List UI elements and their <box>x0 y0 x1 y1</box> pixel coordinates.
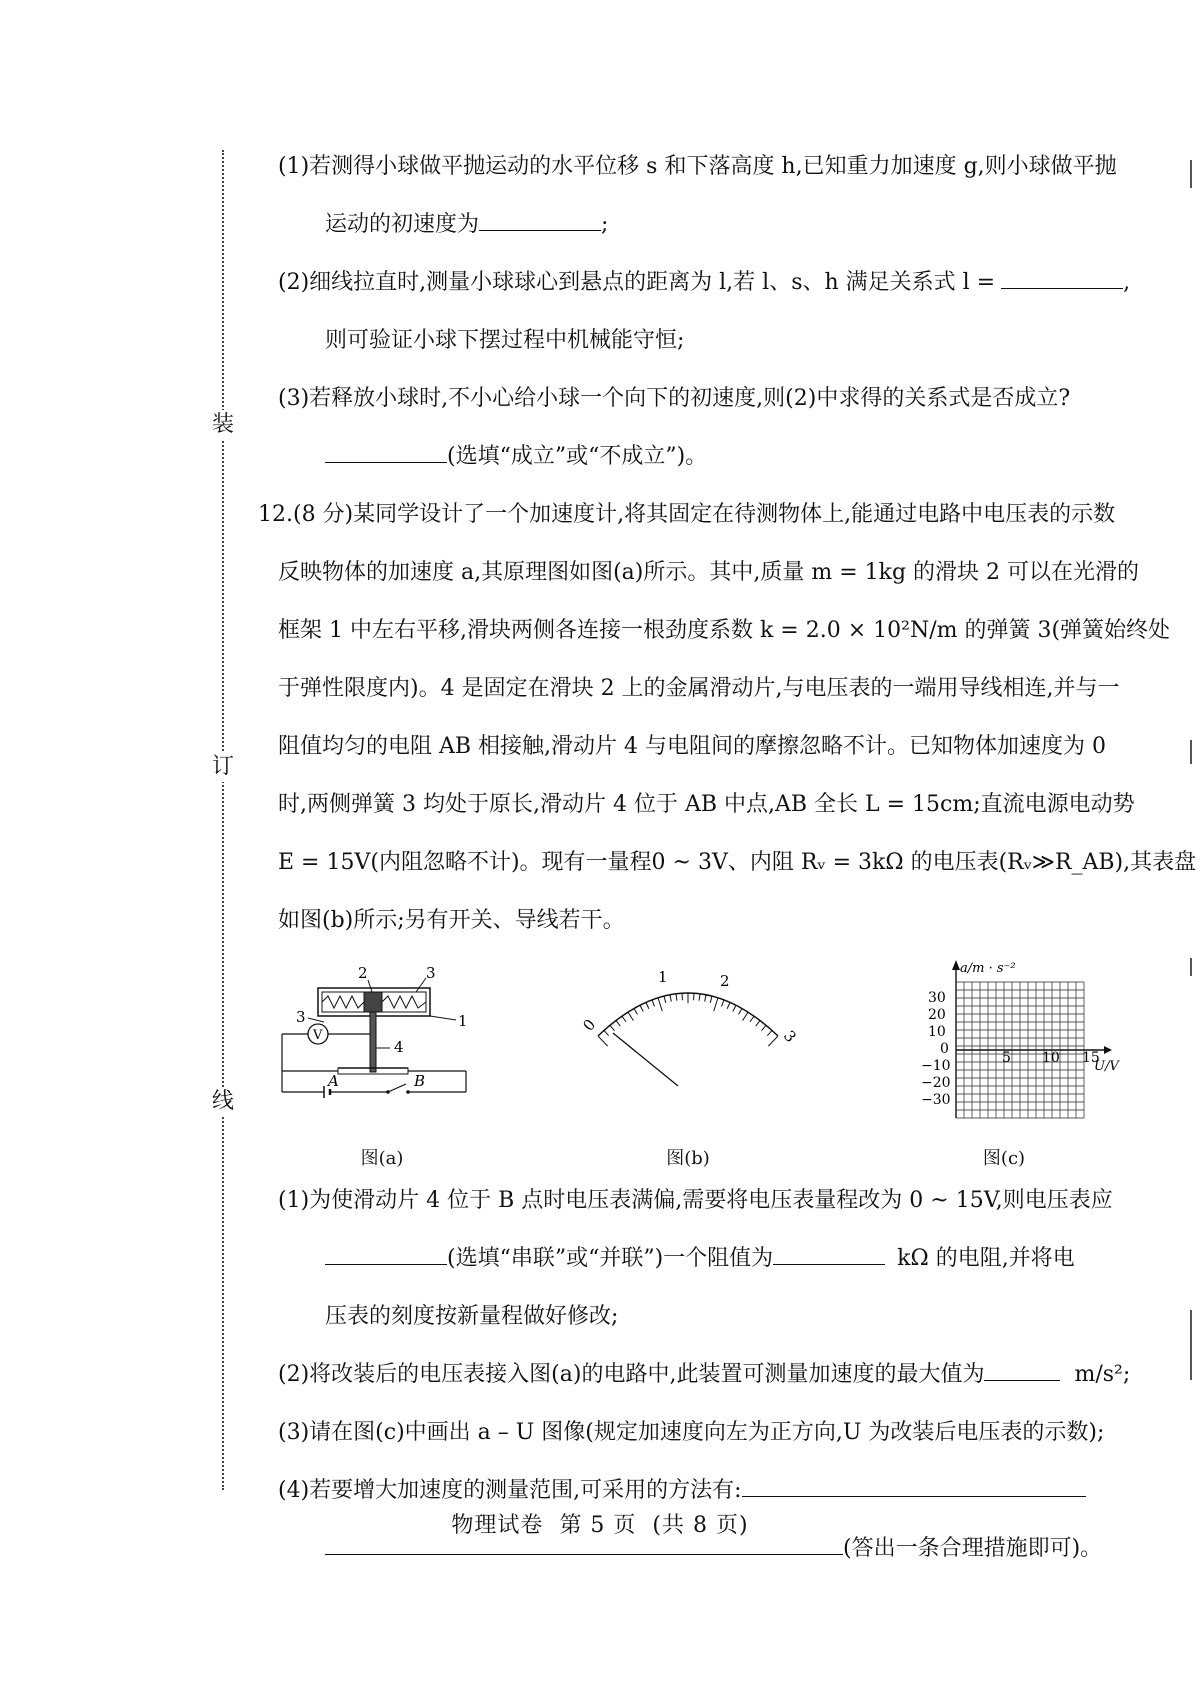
dial-tick-mark <box>628 1012 633 1020</box>
dial-tick-mark <box>722 1000 724 1007</box>
label-1: 1 <box>458 1012 468 1030</box>
binding-line <box>222 150 224 1490</box>
edge-mark <box>1190 958 1192 976</box>
q11-part3-line2 <box>278 428 1146 486</box>
punct: , <box>1123 270 1131 295</box>
q11-part1-line1: (1)若测得小球做平抛运动的水平位移 s 和下落高度 h,已知重力加速度 g,则小球做平抛 <box>278 154 1117 179</box>
answer-blank[interactable] <box>773 1242 885 1265</box>
dial-tick-mark <box>743 1012 748 1020</box>
q12-sub1-line3: 压表的刻度按新量程做好修改; <box>325 1304 619 1329</box>
q12-sub1-text2: kΩ 的电阻,并将电 <box>897 1246 1075 1271</box>
dial-tick-mark <box>616 1021 620 1027</box>
label-2: 2 <box>358 964 368 982</box>
q11-part2-line2: 则可验证小球下摆过程中机械能守恒; <box>325 328 685 353</box>
answer-blank[interactable] <box>984 1358 1060 1381</box>
q12-stem-line3: 框架 1 中左右平移,滑块两侧各连接一根劲度系数 k = 2.0 × 10²N/m 的弹簧 3(弹簧始终处 <box>278 618 1171 643</box>
q12-sub1-text: (选填“串联”或“并联”)一个阻值为 <box>447 1246 774 1271</box>
dial-tick-2: 2 <box>720 972 730 990</box>
figure-c-caption: 图(c) <box>982 1148 1026 1169</box>
answer-blank[interactable] <box>325 1242 447 1265</box>
q12-sub1-line2 <box>278 1230 1146 1288</box>
figure-a-caption: 图(a) <box>360 1148 404 1169</box>
dial-tick-mark <box>699 994 700 1001</box>
q12-stem-line5: 阻值均匀的电阻 AB 相接触,滑动片 4 与电阻间的摩擦忽略不计。已知物体加速度为 0 <box>278 734 1107 759</box>
label-A: A <box>328 1072 339 1090</box>
dial-tick-mark <box>622 1016 626 1022</box>
dial-tick-mark <box>767 1030 772 1035</box>
edge-mark <box>1190 160 1192 188</box>
q12-stem-line7: E = 15V(内阻忽略不计)。现有一量程0 ~ 3V、内阻 Rᵥ = 3kΩ 的电压表(Rᵥ≫R_AB),其表盘 <box>278 850 1197 875</box>
figure-a-circuit <box>278 958 488 1128</box>
x-axis-label: U/V <box>1094 1059 1119 1074</box>
dial-tick-mark <box>634 1008 637 1014</box>
figure-row <box>278 958 1146 1168</box>
dial-tick-mark <box>750 1016 754 1022</box>
y-tick: −10 <box>921 1058 951 1074</box>
q11-part3-text: (选填“成立”或“不成立”)。 <box>447 444 708 469</box>
y-tick: 30 <box>928 990 946 1006</box>
answer-blank[interactable] <box>1001 266 1123 289</box>
binding-char-zhuang: 装 <box>208 410 238 440</box>
dial-tick-mark <box>664 996 666 1003</box>
x-tick: 10 <box>1042 1050 1060 1066</box>
answer-blank[interactable] <box>479 208 601 231</box>
y-tick: −20 <box>921 1075 951 1091</box>
q11-part2-line1 <box>278 254 1146 312</box>
y-tick: −30 <box>921 1092 951 1108</box>
dial-tick-mark <box>610 1025 614 1030</box>
dial-tick-0: 0 <box>579 1015 600 1035</box>
dial-tick-mark <box>756 1021 760 1027</box>
q12-sub1-line1: (1)为使滑动片 4 位于 B 点时电压表满偏,需要将电压表量程改为 0 ~ 15V,则电压表应 <box>278 1188 1113 1213</box>
dial-tick-mark <box>670 995 671 1002</box>
footer-total: (共 8 页) <box>652 1513 749 1538</box>
y-tick: 10 <box>928 1024 946 1040</box>
label-B: B <box>414 1072 426 1090</box>
dial-tick-mark <box>646 1002 649 1008</box>
q11-part1-text: 运动的初速度为 <box>325 212 480 237</box>
dial-tick-mark <box>727 1002 730 1008</box>
label-3-left: 3 <box>296 1008 306 1026</box>
q12-sub4-text: (4)若要增大加速度的测量范围,可采用的方法有: <box>278 1478 742 1503</box>
punct: ; <box>601 212 609 237</box>
dial-tick-3: 3 <box>779 1027 800 1046</box>
dial-tick-mark <box>762 1025 766 1030</box>
binding-char-xian: 线 <box>208 1087 238 1117</box>
dial-tick-mark <box>733 1005 736 1011</box>
dial-tick-mark <box>598 1036 608 1046</box>
footer-page: 第 5 页 <box>559 1513 637 1538</box>
dial-tick-1: 1 <box>658 968 668 986</box>
figure-c-grid <box>918 958 1146 1128</box>
binding-char-ding: 订 <box>208 752 238 782</box>
figure-b-meter-dial <box>578 958 818 1108</box>
dial-tick-mark <box>604 1030 609 1035</box>
y-tick: 20 <box>928 1007 946 1023</box>
page-footer <box>0 1508 1200 1539</box>
answer-blank[interactable] <box>325 440 447 463</box>
q12-stem-line8: 如图(b)所示;另有开关、导线若干。 <box>278 908 625 933</box>
q12-stem-line2: 反映物体的加速度 a,其原理图如图(a)所示。其中,质量 m = 1kg 的滑块 2 可以在光滑的 <box>278 560 1140 585</box>
q11-part2-text: (2)细线拉直时,测量小球球心到悬点的距离为 l,若 l、s、h 满足关系式 l = <box>278 270 996 295</box>
footer-subject: 物理试卷 <box>451 1513 544 1538</box>
x-tick: 15 <box>1082 1050 1100 1066</box>
dial-tick-mark <box>658 998 662 1011</box>
q12-stem-line6: 时,两侧弹簧 3 均处于原长,滑动片 4 位于 AB 中点,AB 全长 L = 15cm;直流电源电动势 <box>278 792 1135 817</box>
dial-tick-mark <box>710 996 712 1003</box>
page-content <box>258 138 1197 1578</box>
voltmeter-symbol: V <box>313 1028 323 1043</box>
q11-part3-line1: (3)若释放小球时,不小心给小球一个向下的初速度,则(2)中求得的关系式是否成立? <box>278 386 1071 411</box>
q12-stem-line4: 于弹性限度内)。4 是固定在滑块 2 上的金属滑动片,与电压表的一端用导线相连,并与一 <box>278 676 1120 701</box>
edge-mark <box>1190 1310 1192 1380</box>
dial-tick-mark <box>705 995 706 1002</box>
dial-tick-mark <box>640 1005 643 1011</box>
dial-tick-mark <box>714 998 718 1011</box>
y-axis-label: a/m · s⁻² <box>960 961 1016 976</box>
q12-sub3-line: (3)请在图(c)中画出 a – U 图像(规定加速度向左为正方向,U 为改装后电压表的示数); <box>278 1420 1105 1445</box>
x-tick: 5 <box>1002 1050 1011 1066</box>
dial-tick-mark <box>652 1000 654 1007</box>
q12-sub2-text: (2)将改装后的电压表接入图(a)的电路中,此装置可测量加速度的最大值为 <box>278 1362 985 1387</box>
dial-tick-mark <box>739 1008 742 1014</box>
label-4: 4 <box>394 1038 404 1056</box>
label-3-right: 3 <box>426 964 436 982</box>
figure-b-caption: 图(b) <box>666 1148 710 1169</box>
y-tick: 0 <box>940 1041 949 1057</box>
q12-sub2-line <box>278 1346 1146 1404</box>
q12-stem-line1: 12.(8 分)某同学设计了一个加速度计,将其固定在待测物体上,能通过电路中电压表的示数 <box>258 502 1116 527</box>
q11-part1-line2 <box>278 196 1146 254</box>
q12-sub4-text2: (答出一条合理措施即可)。 <box>843 1536 1103 1561</box>
dial-tick-mark <box>768 1036 778 1046</box>
q12-sub2-unit: m/s²; <box>1074 1362 1131 1387</box>
answer-blank[interactable] <box>742 1474 1086 1497</box>
dial-tick-mark <box>676 994 677 1001</box>
edge-mark <box>1190 740 1192 764</box>
